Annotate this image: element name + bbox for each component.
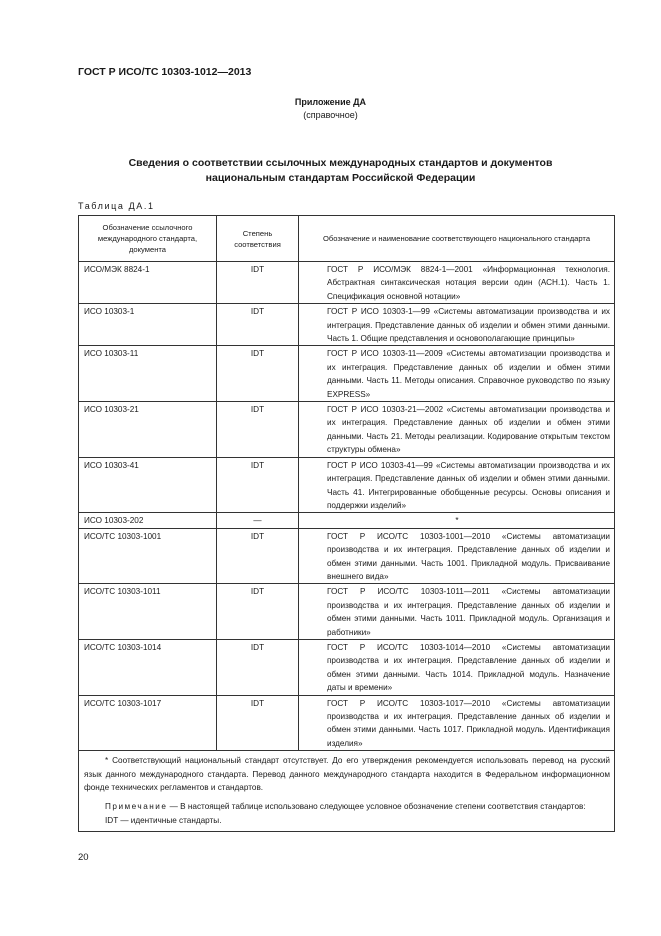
degree-cell: IDT [217, 304, 299, 346]
ref-cell: ИСО 10303-202 [79, 513, 217, 528]
national-text: ГОСТ Р ИСО 10303-21—2002 «Системы автоматизации производства и их интеграция. Представление данных об изделии и обмен этими данными. Часть 21. Методы реализации. Кодирование открытым текстом структуры обмена» [327, 405, 610, 455]
national-cell [299, 639, 615, 695]
footnote-text: * Соответствующий национальный стандарт отсутствует. До его утверждения рекомендуется использовать перевод на русский язык данного международного стандарта. Перевод данного международного стандарта находится в Федеральном информационном фонде технических регламентов и стандартов. [84, 756, 610, 793]
degree-cell: IDT [217, 639, 299, 695]
note-text: — В настоящей таблице использовано следующее условное обозначение степени соответствия стандартов: [167, 802, 586, 812]
national-text: ГОСТ Р ИСО/ТС 10303-1011—2011 «Системы автоматизации производства и их интеграция. Представление данных об изделии и обмен этими данными. Часть 1011. Прикладной модуль. Организация и работники» [327, 587, 610, 637]
note-paragraph [84, 800, 610, 813]
degree-cell: IDT [217, 262, 299, 304]
national-text: ГОСТ Р ИСО/ТС 10303-1014—2010 «Системы автоматизации производства и их интеграция. Представление данных об изделии и обмен этими данными. Часть 1014. Прикладной модуль. Назначение даты и времени» [327, 642, 610, 693]
note-label: Примечание [105, 802, 168, 812]
national-cell [299, 695, 615, 751]
header-degree: Степень соответствия [217, 216, 299, 262]
national-cell: * [299, 513, 615, 528]
table-header-row [79, 216, 615, 262]
table-row [79, 346, 615, 402]
ref-cell: ИСО/ТС 10303-1014 [79, 639, 217, 695]
appendix-subtitle: (справочное) [303, 110, 358, 120]
national-cell [299, 262, 615, 304]
degree-cell: IDT [217, 457, 299, 513]
document-code: ГОСТ Р ИСО/ТС 10303-1012—2013 [78, 66, 252, 78]
table-row [79, 457, 615, 513]
table-row [79, 695, 615, 751]
ref-cell: ИСО 10303-21 [79, 402, 217, 458]
table-row [79, 402, 615, 458]
table-row [79, 262, 615, 304]
degree-cell: IDT [217, 346, 299, 402]
appendix-heading [0, 96, 661, 122]
ref-cell: ИСО 10303-1 [79, 304, 217, 346]
table-label: Таблица ДА.1 [78, 201, 155, 211]
correspondence-table [78, 215, 615, 832]
ref-cell: ИСО/ТС 10303-1017 [79, 695, 217, 751]
ref-cell: ИСО/ТС 10303-1011 [79, 584, 217, 640]
table-row [79, 528, 615, 584]
header-national-standard: Обозначение и наименование соответствующего национального стандарта [299, 216, 615, 262]
table-footnote-cell [79, 751, 615, 832]
table-row [79, 513, 615, 528]
national-text: ГОСТ Р ИСО 10303-41—99 «Системы автоматизации производства и их интеграция. Представление данных об изделии и обмен этими данными. Часть 41. Интегрированные обобщенные ресурсы. Основы описания и поддержки изделий» [327, 460, 610, 510]
note-item: IDT — идентичные стандарты. [105, 815, 222, 825]
degree-cell: — [217, 513, 299, 528]
national-cell [299, 304, 615, 346]
section-title: Сведения о соответствии ссылочных международных стандартов и документов национальным стандартам Российской Федерации [128, 157, 553, 184]
national-cell [299, 528, 615, 584]
degree-cell: IDT [217, 695, 299, 751]
ref-cell: ИСО 10303-11 [79, 346, 217, 402]
national-cell [299, 457, 615, 513]
degree-cell: IDT [217, 584, 299, 640]
national-text: ГОСТ Р ИСО 10303-1—99 «Системы автоматизации производства и их интеграция. Представление данных об изделии и обмен этими данными. Часть 1. Общие представления и основополагающие принципы» [327, 307, 610, 344]
header-ref-standard: Обозначение ссылочного международного стандарта, документа [79, 216, 217, 262]
ref-cell: ИСО/ТС 10303-1001 [79, 528, 217, 584]
national-cell [299, 402, 615, 458]
ref-cell: ИСО/МЭК 8824-1 [79, 262, 217, 304]
national-cell [299, 584, 615, 640]
ref-cell: ИСО 10303-41 [79, 457, 217, 513]
national-text: ГОСТ Р ИСО/ТС 10303-1017—2010 «Системы автоматизации производства и их интеграция. Представление данных об изделии и обмен этими данными. Часть 1017. Прикладной модуль. Идентификация изделия» [327, 698, 610, 748]
national-text: ГОСТ Р ИСО 10303-11—2009 «Системы автоматизации производства и их интеграция. Представление данных об изделии и обмен этими данными. Часть 11. Методы описания. Справочное руководство по языку EXPRESS» [327, 349, 610, 399]
appendix-title: Приложение ДА [294, 97, 367, 107]
table-row [79, 639, 615, 695]
degree-cell: IDT [217, 528, 299, 584]
national-text: ГОСТ Р ИСО/ТС 10303-1001—2010 «Системы автоматизации производства и их интеграция. Представление данных об изделии и обмен этими данными. Часть 1001. Прикладной модуль. Присваивание внешнего вида» [327, 531, 610, 581]
national-cell [299, 346, 615, 402]
page-number: 20 [78, 852, 89, 863]
table-footnote-row [79, 751, 615, 832]
table-row [79, 584, 615, 640]
national-text: ГОСТ Р ИСО/МЭК 8824-1—2001 «Информационная технология. Абстрактная синтаксическая нотация версии один (АСН.1). Часть 1. Спецификация основной нотации» [327, 265, 610, 301]
table-row [79, 304, 615, 346]
degree-cell: IDT [217, 402, 299, 458]
